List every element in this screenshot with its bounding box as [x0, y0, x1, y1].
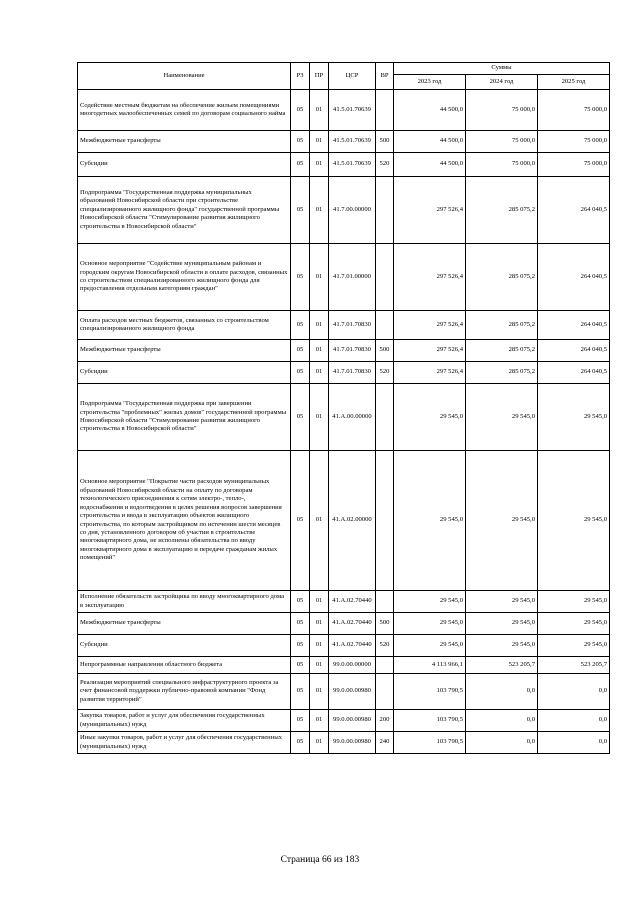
- cell-csr: 41.7.00.00000: [329, 177, 376, 244]
- cell-csr: 41.А.02.70440: [329, 613, 376, 635]
- cell-name: Непрограммные направления областного бюджета: [78, 657, 291, 674]
- cell-vr: 520: [376, 635, 394, 657]
- table-row: [78, 613, 610, 635]
- table-row: [78, 674, 610, 710]
- cell-s2025: 264 040,5: [538, 311, 610, 340]
- cell-s2024: 285 075,2: [466, 311, 538, 340]
- cell-s2025: 75 000,0: [538, 90, 610, 131]
- cell-name: Субсидии: [78, 153, 291, 177]
- cell-s2023: 103 790,5: [394, 674, 466, 710]
- cell-pr: 01: [310, 657, 329, 674]
- cell-rz: 05: [291, 340, 310, 362]
- table-row: [78, 311, 610, 340]
- cell-rz: 05: [291, 177, 310, 244]
- header-name: Наименование: [78, 63, 291, 90]
- cell-s2025: 0,0: [538, 710, 610, 732]
- cell-s2024: 285 075,2: [466, 340, 538, 362]
- cell-name: Межбюджетные трансферты: [78, 613, 291, 635]
- cell-pr: 01: [310, 710, 329, 732]
- cell-s2025: 0,0: [538, 674, 610, 710]
- header-rz: РЗ: [291, 63, 310, 90]
- header-csr: ЦСР: [329, 63, 376, 90]
- cell-csr: 41.7.01.70830: [329, 340, 376, 362]
- cell-s2024: 523 205,7: [466, 657, 538, 674]
- cell-s2023: 297 526,4: [394, 340, 466, 362]
- cell-s2023: 297 526,4: [394, 244, 466, 311]
- header-year-2023: 2023 год: [394, 75, 466, 90]
- cell-name: Реализация мероприятий специального инфраструктурного проекта за счет финансовой поддержки публично-правовой компании "Фонд развития территорий": [78, 674, 291, 710]
- cell-s2024: 285 075,2: [466, 244, 538, 311]
- cell-s2023: 29 545,0: [394, 635, 466, 657]
- cell-csr: 41.7.01.00000: [329, 244, 376, 311]
- cell-s2023: 4 113 966,1: [394, 657, 466, 674]
- cell-rz: 05: [291, 451, 310, 591]
- cell-rz: 05: [291, 384, 310, 451]
- cell-s2023: 29 545,0: [394, 613, 466, 635]
- cell-csr: 41.5.01.70639: [329, 153, 376, 177]
- cell-vr: [376, 451, 394, 591]
- cell-name: Субсидии: [78, 362, 291, 384]
- cell-s2024: 285 075,2: [466, 362, 538, 384]
- cell-rz: 05: [291, 311, 310, 340]
- table-row: [78, 177, 610, 244]
- cell-s2024: 29 545,0: [466, 591, 538, 613]
- table-row: [78, 340, 610, 362]
- cell-name: Межбюджетные трансферты: [78, 131, 291, 153]
- header-pr: ПР: [310, 63, 329, 90]
- cell-vr: 500: [376, 340, 394, 362]
- cell-rz: 05: [291, 591, 310, 613]
- cell-s2024: 75 000,0: [466, 153, 538, 177]
- table-row: [78, 153, 610, 177]
- cell-s2023: 297 526,4: [394, 177, 466, 244]
- cell-s2025: 264 040,5: [538, 177, 610, 244]
- cell-pr: 01: [310, 674, 329, 710]
- cell-s2025: 75 000,0: [538, 131, 610, 153]
- cell-s2023: 44 500,0: [394, 90, 466, 131]
- cell-rz: 05: [291, 613, 310, 635]
- cell-s2024: 75 000,0: [466, 90, 538, 131]
- cell-csr: 99.0.00.00980: [329, 732, 376, 754]
- cell-s2023: 103 790,5: [394, 732, 466, 754]
- cell-rz: 05: [291, 732, 310, 754]
- cell-s2024: 0,0: [466, 674, 538, 710]
- cell-name: Иные закупки товаров, работ и услуг для обеспечения государственных (муниципальных) нужд: [78, 732, 291, 754]
- cell-s2025: 29 545,0: [538, 591, 610, 613]
- cell-s2024: 285 075,2: [466, 177, 538, 244]
- table-row: [78, 131, 610, 153]
- cell-rz: 05: [291, 710, 310, 732]
- cell-name: Закупка товаров, работ и услуг для обеспечения государственных (муниципальных) нужд: [78, 710, 291, 732]
- cell-vr: 240: [376, 732, 394, 754]
- table-row: [78, 635, 610, 657]
- cell-csr: 99.0.00.00000: [329, 657, 376, 674]
- cell-rz: 05: [291, 244, 310, 311]
- cell-pr: 01: [310, 153, 329, 177]
- cell-vr: 500: [376, 131, 394, 153]
- cell-rz: 05: [291, 362, 310, 384]
- cell-vr: [376, 657, 394, 674]
- cell-pr: 01: [310, 177, 329, 244]
- table-row: [78, 384, 610, 451]
- cell-name: Межбюджетные трансферты: [78, 340, 291, 362]
- table-row: [78, 657, 610, 674]
- cell-csr: 99.0.00.00980: [329, 674, 376, 710]
- cell-vr: 500: [376, 613, 394, 635]
- table-row: [78, 90, 610, 131]
- cell-s2024: 29 545,0: [466, 635, 538, 657]
- table-row: [78, 732, 610, 754]
- header-year-2024: 2024 год: [466, 75, 538, 90]
- cell-name: Основное мероприятие "Покрытие части расходов муниципальных образований Новосибирской области на оплату по договорам технологического присоединения к сетям электро-, тепло-, водоснабжения и водоотведения в целях решения вопросов завершения строительства и ввода в эксплуатацию объектов жилищного строительства, по которым застройщиком по истечении шести месяцев со дня, установленного договором об участии в строительстве многоквартирного дома, не исполнены обязательства по вводу многоквартирного дома в эксплуатацию и передаче гражданам жилых помещений": [78, 451, 291, 591]
- cell-pr: 01: [310, 362, 329, 384]
- cell-vr: [376, 90, 394, 131]
- cell-vr: [376, 244, 394, 311]
- cell-s2024: 0,0: [466, 732, 538, 754]
- cell-s2025: 29 545,0: [538, 451, 610, 591]
- cell-pr: 01: [310, 244, 329, 311]
- cell-s2025: 75 000,0: [538, 153, 610, 177]
- cell-rz: 05: [291, 131, 310, 153]
- table-row: [78, 591, 610, 613]
- header-vr: ВР: [376, 63, 394, 90]
- cell-s2024: 29 545,0: [466, 384, 538, 451]
- table-row: [78, 244, 610, 311]
- cell-vr: [376, 311, 394, 340]
- cell-s2024: 0,0: [466, 710, 538, 732]
- cell-pr: 01: [310, 311, 329, 340]
- cell-rz: 05: [291, 674, 310, 710]
- cell-name: Исполнение обязательств застройщика по вводу многоквартирного дома в эксплуатацию: [78, 591, 291, 613]
- cell-csr: 41.7.01.70830: [329, 311, 376, 340]
- cell-vr: 200: [376, 710, 394, 732]
- cell-s2023: 29 545,0: [394, 451, 466, 591]
- cell-s2023: 103 790,5: [394, 710, 466, 732]
- cell-vr: 520: [376, 153, 394, 177]
- cell-pr: 01: [310, 635, 329, 657]
- cell-s2023: 29 545,0: [394, 591, 466, 613]
- cell-pr: 01: [310, 732, 329, 754]
- table-row: [78, 451, 610, 591]
- cell-name: Содействие местным бюджетам на обеспечение жильем помещениями многодетных малообеспеченных семей по договорам социального найма: [78, 90, 291, 131]
- cell-pr: 01: [310, 131, 329, 153]
- cell-name: Подпрограмма "Государственная поддержка муниципальных образований Новосибирской области при строительстве специализированного жилищного фонда" государственной программы Новосибирской области "Стимулирование развития жилищного строительства в Новосибирской области": [78, 177, 291, 244]
- cell-csr: 41.7.01.70830: [329, 362, 376, 384]
- page-number: Страница 66 из 183: [280, 855, 360, 865]
- cell-s2023: 29 545,0: [394, 384, 466, 451]
- cell-csr: 41.5.01.70639: [329, 131, 376, 153]
- cell-s2025: 29 545,0: [538, 613, 610, 635]
- cell-vr: [376, 384, 394, 451]
- cell-vr: [376, 591, 394, 613]
- cell-vr: 520: [376, 362, 394, 384]
- cell-s2023: 297 526,4: [394, 362, 466, 384]
- cell-name: Основное мероприятие "Содействие муниципальным районам и городским округам Новосибирской области в оплате расходов, связанных со строительством специализированного жилищного фонда для предоставления отдельным категориям граждан": [78, 244, 291, 311]
- table-row: [78, 710, 610, 732]
- table-row: [78, 362, 610, 384]
- cell-csr: 41.А.02.00000: [329, 451, 376, 591]
- cell-s2025: 523 205,7: [538, 657, 610, 674]
- cell-pr: 01: [310, 451, 329, 591]
- cell-s2025: 264 040,5: [538, 362, 610, 384]
- cell-csr: 41.А.00.00000: [329, 384, 376, 451]
- cell-pr: 01: [310, 340, 329, 362]
- cell-csr: 41.А.02.70440: [329, 591, 376, 613]
- cell-rz: 05: [291, 657, 310, 674]
- cell-pr: 01: [310, 90, 329, 131]
- cell-s2025: 264 040,5: [538, 340, 610, 362]
- cell-pr: 01: [310, 591, 329, 613]
- budget-table: [77, 62, 610, 754]
- cell-s2024: 29 545,0: [466, 613, 538, 635]
- cell-rz: 05: [291, 90, 310, 131]
- cell-name: Подпрограмма "Государственная поддержка при завершении строительства "проблемных" жилых домов" государственной программы Новосибирской области "Стимулирование развития жилищного строительства в Новосибирской области": [78, 384, 291, 451]
- cell-pr: 01: [310, 613, 329, 635]
- cell-s2024: 29 545,0: [466, 451, 538, 591]
- cell-vr: [376, 177, 394, 244]
- cell-s2025: 29 545,0: [538, 635, 610, 657]
- cell-pr: 01: [310, 384, 329, 451]
- cell-s2025: 29 545,0: [538, 384, 610, 451]
- cell-s2025: 0,0: [538, 732, 610, 754]
- cell-name: Оплата расходов местных бюджетов, связанных со строительством специализированного жилищного фонда: [78, 311, 291, 340]
- cell-csr: 99.0.00.00980: [329, 710, 376, 732]
- cell-vr: [376, 674, 394, 710]
- cell-s2023: 297 526,4: [394, 311, 466, 340]
- header-sums: Суммы: [394, 63, 610, 75]
- cell-rz: 05: [291, 635, 310, 657]
- header-year-2025: 2025 год: [538, 75, 610, 90]
- cell-s2024: 75 000,0: [466, 131, 538, 153]
- cell-s2023: 44 500,0: [394, 153, 466, 177]
- cell-csr: 41.А.02.70440: [329, 635, 376, 657]
- cell-s2025: 264 040,5: [538, 244, 610, 311]
- cell-rz: 05: [291, 153, 310, 177]
- cell-csr: 41.5.01.70639: [329, 90, 376, 131]
- cell-s2023: 44 500,0: [394, 131, 466, 153]
- cell-name: Субсидии: [78, 635, 291, 657]
